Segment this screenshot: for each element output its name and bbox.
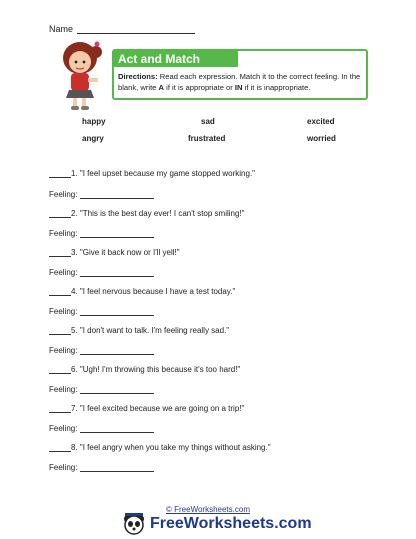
feeling-label: Feeling: — [49, 463, 78, 472]
answer-blank[interactable] — [49, 443, 71, 452]
feeling-line[interactable] — [80, 385, 154, 394]
question-text: 8. "I feel angry when you take my things without asking." — [71, 443, 271, 452]
name-field — [49, 24, 195, 34]
answer-blank[interactable] — [49, 287, 71, 296]
feeling-line[interactable] — [80, 346, 154, 355]
question-item — [49, 404, 244, 413]
directions-text: Directions: Read each expression. Match it to the correct feeling. In the blank, write A if it is appropriate or IN if it is inappropriate. — [118, 72, 361, 92]
name-line[interactable] — [77, 24, 195, 34]
answer-blank[interactable] — [49, 326, 71, 335]
feeling-label: Feeling: — [49, 424, 78, 433]
feeling-answer — [49, 463, 154, 472]
directions-label: Directions: — [118, 72, 158, 81]
question-text: 5. "I don't want to talk. I'm feeling really sad." — [71, 326, 230, 335]
footer-brand — [122, 513, 312, 535]
question-text: 4. "I feel nervous because I have a test today." — [71, 287, 236, 296]
footer-link[interactable]: © FreeWorksheets.com — [166, 505, 250, 514]
question-item — [49, 169, 255, 178]
girl-illustration — [60, 40, 110, 112]
name-label: Name — [49, 24, 74, 34]
feeling-line[interactable] — [80, 190, 154, 199]
question-item — [49, 443, 271, 452]
question-item — [49, 287, 235, 296]
feeling-word: sad — [201, 117, 215, 126]
feeling-word: happy — [82, 117, 106, 126]
question-text: 3. "Give it back now or I'll yell!" — [71, 248, 180, 257]
feeling-label: Feeling: — [49, 307, 78, 316]
question-text: 2. "This is the best day ever! I can't stop smiling!" — [71, 209, 245, 218]
question-item — [49, 326, 229, 335]
question-text: 1. "I feel upset because my game stopped working." — [71, 169, 256, 178]
feeling-answer — [49, 385, 154, 394]
feeling-answer — [49, 307, 154, 316]
feeling-answer — [49, 346, 154, 355]
feeling-label: Feeling: — [49, 268, 78, 277]
feeling-line[interactable] — [80, 229, 154, 238]
answer-blank[interactable] — [49, 404, 71, 413]
feeling-answer — [49, 190, 154, 199]
brand-name: FreeWorksheets.com — [150, 515, 312, 532]
feeling-label: Feeling: — [49, 229, 78, 238]
feeling-answer — [49, 268, 154, 277]
feeling-line[interactable] — [80, 268, 154, 277]
feeling-label: Feeling: — [49, 346, 78, 355]
title-box — [112, 49, 368, 100]
feeling-word: frustrated — [188, 134, 226, 143]
answer-blank[interactable] — [49, 365, 71, 374]
feeling-word: angry — [82, 134, 104, 143]
feeling-answer — [49, 229, 154, 238]
question-item — [49, 209, 245, 218]
feeling-answer — [49, 424, 154, 433]
panda-icon — [122, 513, 146, 535]
feeling-word: excited — [307, 117, 335, 126]
feeling-label: Feeling: — [49, 385, 78, 394]
feeling-line[interactable] — [80, 307, 154, 316]
answer-blank[interactable] — [49, 248, 71, 257]
question-item — [49, 365, 240, 374]
feeling-word: worried — [307, 134, 336, 143]
answer-blank[interactable] — [49, 209, 71, 218]
feeling-line[interactable] — [80, 424, 154, 433]
answer-blank[interactable] — [49, 169, 71, 178]
worksheet-title: Act and Match — [114, 51, 238, 67]
question-text: 6. "Ugh! I'm throwing this because it's too hard!" — [71, 365, 241, 374]
feeling-line[interactable] — [80, 463, 154, 472]
question-item — [49, 248, 180, 257]
feeling-label: Feeling: — [49, 190, 78, 199]
question-text: 7. "I feel excited because we are going on a trip!" — [71, 404, 245, 413]
